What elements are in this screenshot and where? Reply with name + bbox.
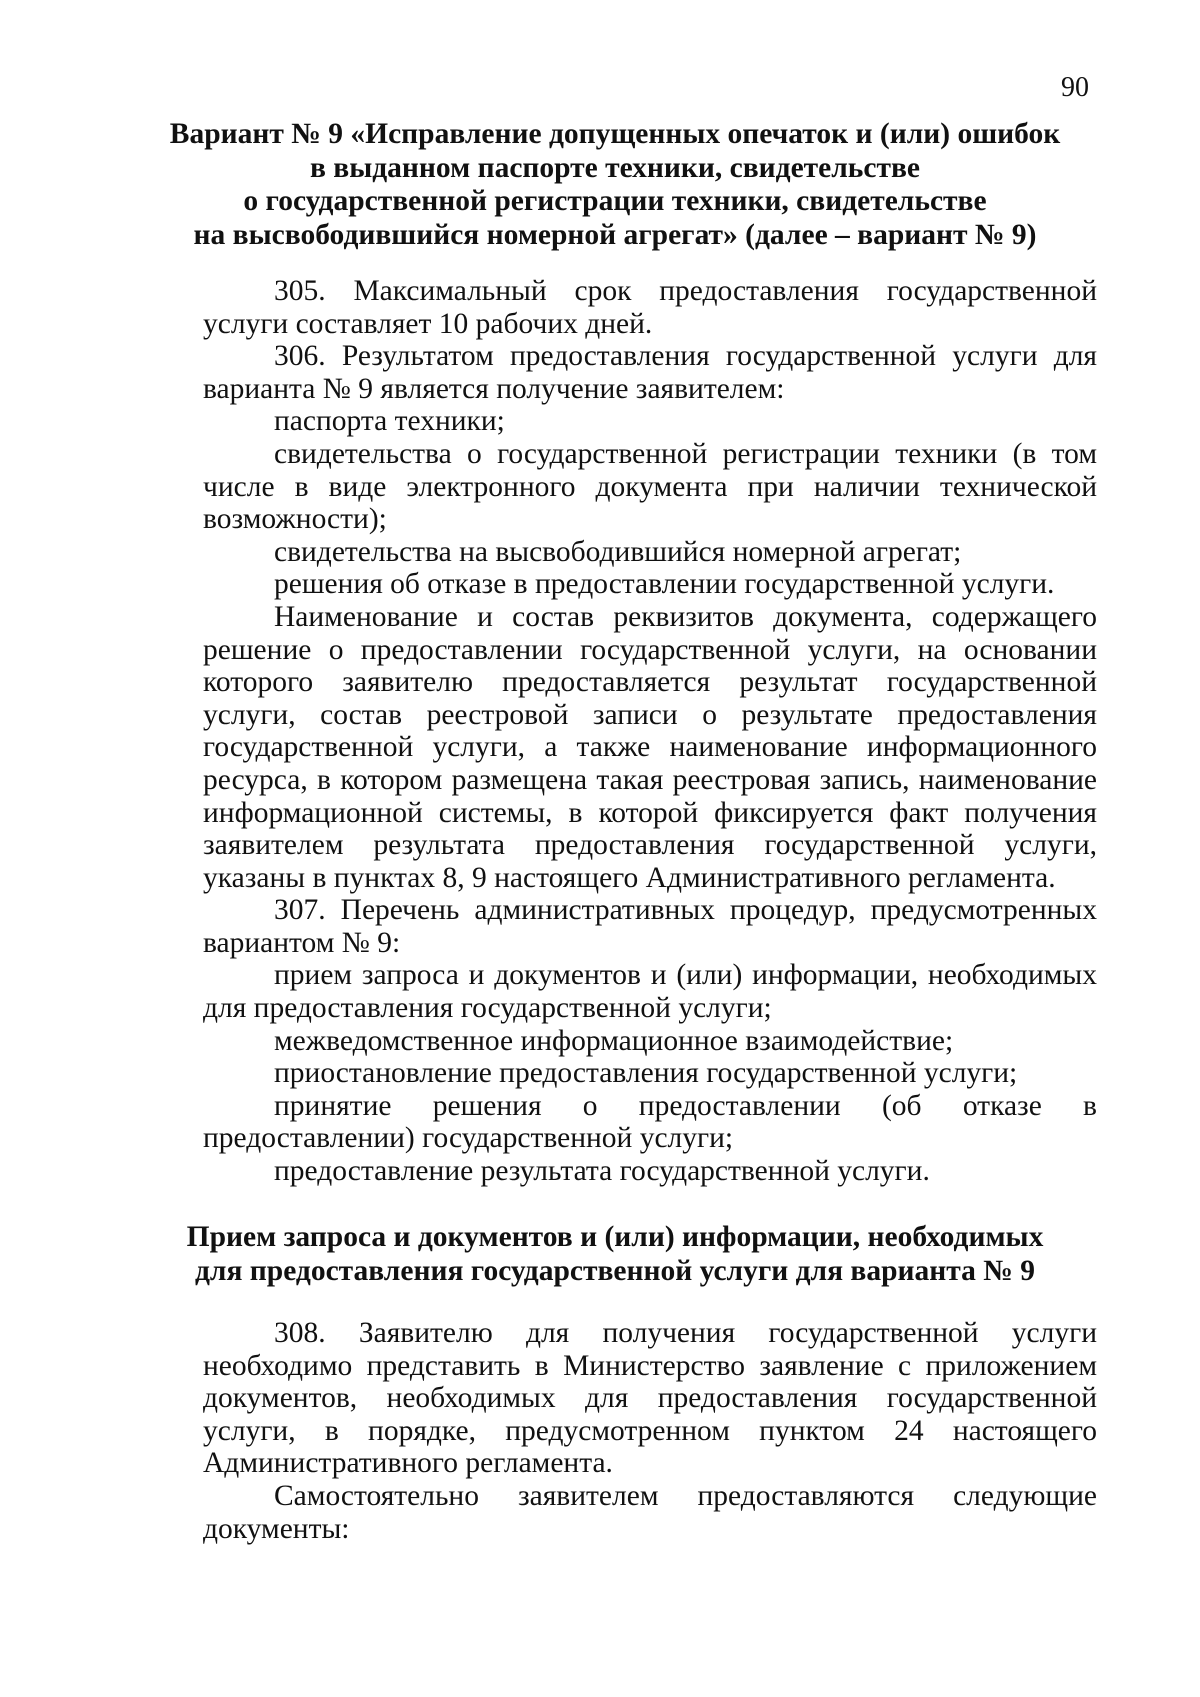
heading-line: о государственной регистрации техники, свидетельстве (243, 185, 987, 217)
list-item-procedure: приостановление предоставления государственной услуги; (274, 1057, 1018, 1090)
list-item-refusal-decision: решения об отказе в предоставлении государственной услуги. (274, 568, 1055, 601)
list-item-passport: паспорта техники; (274, 405, 505, 438)
reception-heading (165, 1221, 1065, 1288)
list-item-procedure: принятие решения о предоставлении (об отказе в предоставлении) государственной услуги; (203, 1089, 1097, 1155)
paragraph-documents: Самостоятельно заявителем предоставляются следующие документы: (203, 1479, 1097, 1545)
list-item-unit-certificate: свидетельства на высвободившийся номерной агрегат; (274, 535, 962, 568)
page-number: 90 (1061, 72, 1089, 103)
heading-line: на высвободившийся номерной агрегат» (далее – вариант № 9) (193, 218, 1037, 251)
heading-line: Вариант № 9 «Исправление допущенных опечаток и (или) ошибок (169, 118, 1061, 150)
list-item-procedure: предоставление результата государственной услуги. (274, 1155, 930, 1188)
heading-line: Прием запроса и документов и (или) информации, необходимых (186, 1221, 1044, 1253)
paragraph-requisites: Наименование и состав реквизитов документа, содержащего решение о предоставлении государственной услуги, на основании которого заявителю предоставляется результат государственной услуги, состав реестровой записи о результате предоставления государственной услуги, а также наименование информационного ресурса, в котором размещена такая реестровая запись, наименование информационной системы, в которой фиксируется факт получения заявителем результата предоставления государственной услуги, указаны в пунктах 8, 9 настоящего Административного регламента. (203, 600, 1097, 894)
heading-line: в выданном паспорте техники, свидетельстве (309, 151, 921, 184)
list-item-procedure: прием запроса и документов и (или) информации, необходимых для предоставления государственной услуги; (203, 959, 1097, 1025)
heading-line: для предоставления государственной услуги для варианта № 9 (194, 1254, 1035, 1287)
variant-9-heading (165, 118, 1065, 252)
section-1-body (203, 275, 1097, 1188)
paragraph-308: 308. Заявителю для получения государственной услуги необходимо представить в Министерство заявление с приложением документов, необходимых для предоставления государственной услуги, в порядке, предусмотренном пунктом 24 настоящего Административного регламента. (203, 1317, 1097, 1480)
list-item-registration-certificate: свидетельства о государственной регистрации техники (в том числе в виде электронного документа при наличии технической возможности); (203, 437, 1097, 536)
list-item-procedure: межведомственное информационное взаимодействие; (274, 1024, 954, 1057)
paragraph-307: 307. Перечень административных процедур, предусмотренных вариантом № 9: (203, 894, 1097, 959)
section-2-body (203, 1317, 1097, 1545)
paragraph-306: 306. Результатом предоставления государственной услуги для варианта № 9 является получение заявителем: (203, 340, 1097, 405)
paragraph-305: 305. Максимальный срок предоставления государственной услуги составляет 10 рабочих дней. (203, 275, 1097, 340)
